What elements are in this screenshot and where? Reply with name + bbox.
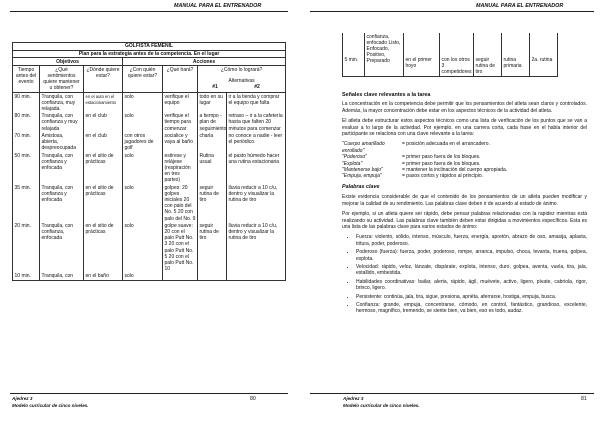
table-row: [343, 33, 558, 76]
cell-donde: en el baño: [84, 273, 123, 281]
cell-donde: en el sitio de prácticas: [84, 222, 123, 273]
cell-alt1: Rutina usual: [198, 152, 227, 184]
cell-alt2: el pasto húmedo hacer una rutina estacionaria: [227, 152, 286, 184]
cell-alt1: todo en su lugar: [198, 93, 227, 113]
footer-book: Ajedrez 3: [343, 396, 364, 401]
alternativas-label: [198, 74, 286, 93]
cell-alt1: [198, 273, 227, 281]
cell-alt2: lluvia reducir a 10 c/u, dentro y visualizar la rutina de tiro: [227, 222, 286, 273]
cell-alt2: no conoce a nadie - leer el periódico.: [227, 132, 286, 152]
cue-value: = primer paso fuera de los bloques.: [402, 154, 481, 161]
cell-alt1: charla: [198, 132, 227, 152]
cell-donde: en el primer hoyo: [404, 33, 440, 76]
group-acciones: Acciones: [123, 58, 286, 66]
cell-alt2: [227, 273, 286, 281]
table-row: [13, 152, 286, 184]
continuation-table: [342, 33, 558, 77]
section-heading: Señales clave relevantes a la tarea: [342, 92, 431, 98]
footer-rule: [10, 393, 288, 394]
cell-donde: en el club: [84, 113, 123, 133]
cell-alt1: seguir rutina de tiro: [198, 184, 227, 222]
cue-key: "Cuerpo amarillado enrollado": [342, 141, 385, 154]
col-donde: ¿Dónde quiere estar?: [84, 66, 123, 93]
header-rule: [10, 11, 288, 12]
table-title: GOLFISTA FEMENIL: [13, 43, 286, 51]
cell-quien: solo: [123, 152, 163, 184]
cue-item: [342, 173, 587, 179]
alternativas-numbers: [200, 84, 284, 90]
cell-quien: solo: [123, 273, 163, 281]
cell-donde: en el sitio de prácticas: [84, 152, 123, 184]
cell-tiempo: 90 min.: [13, 93, 40, 113]
cell-sentir: Tranquila, con confianza, enfocada: [40, 222, 84, 273]
golf-strategy-table: [12, 42, 286, 281]
list-item: • Velocidad: rápido, veloz, lánzate, dispárate, explota, intenso, duro, golpea, aventa, vuela, tira, jala, estallido, embestida.: [356, 264, 587, 277]
cell-tiempo: 50 min.: [13, 152, 40, 184]
cell-que: socialice y vaya al baño: [163, 132, 198, 152]
cell-sentir: Tranquila, con confianza, muy relajada.: [40, 93, 84, 113]
cell-tiempo: 70 min.: [13, 132, 40, 152]
table-row: [13, 273, 286, 281]
cue-key: "Explota": [342, 160, 363, 167]
table-row: [13, 222, 286, 273]
column-header-row: [13, 66, 286, 74]
cell-que: golpe suave: 20 con el palo Putt No. 3 20 con el palo Putt No. 5 20 con el palo Putt No. 10: [163, 222, 198, 273]
col-que-hara: ¿Qué hará?: [163, 66, 198, 93]
cell-tiempo: 5 min.: [343, 33, 365, 76]
cell-que: estirese y relájese (respiración en tres partes): [163, 152, 198, 184]
list-item: • Fuerza: violento, sólido, intenso, músculo, fuerza, energía, apretón, abrazo de oso, amasija, aplasta, tritura, poder, poderoso.: [356, 234, 587, 247]
cell-sentir: Tranquila, con confianza y muy relajada: [40, 113, 84, 133]
cell-tiempo: 35 min.: [13, 184, 40, 222]
group-objetivos: Objetivos: [13, 58, 123, 66]
cue-value: = posición adecuada en el arrancadero.: [402, 141, 490, 148]
cell-que: verifique el tiempo para comenzar: [163, 113, 198, 133]
subheading: Palabras clave: [342, 183, 380, 190]
cell-alt1: rutina primaria: [502, 33, 530, 76]
cell-quien: con otros jugadores de golf: [123, 132, 163, 152]
cell-alt2: 2a. rutina: [530, 33, 558, 76]
footer-book: Ajedrez 3: [12, 396, 33, 401]
cell-donde: en el club: [84, 132, 123, 152]
list-item: • Confianza: grande, empuja, concentrarse, cómodo, en control, fantástico, grandioso, excelente, hermoso, magnífico, tremendo, se siente bien, va bien, eso es todo, audaz.: [356, 302, 587, 315]
page-number: 81: [581, 396, 587, 402]
cue-value: = mantener la inclinación del cuerpo apropiada.: [402, 167, 508, 174]
cue-key: "Empuja, empuja": [342, 173, 382, 180]
paragraph: La concentración en la competencia debe permitir que los pensamientos del atleta sean claros y controlados. Además, la mayor concentración debe estar en los aspectos técnicos de la actividad del atleta.: [342, 101, 587, 114]
cell-quien: solo: [123, 222, 163, 273]
cell-tiempo: 20 min.: [13, 222, 40, 273]
paragraph: El atleta debe estructurar estos aspectos técnicos como una lista de verificación de los puntos que se van a evaluar a lo largo de la actividad. Por ejemplo, en una carrera corta, cada frase en el habla interior del participante se relaciona con una clave relevante a la tarea:: [342, 118, 587, 138]
cell-donde: en el auto en el estacionamiento: [84, 93, 123, 113]
cell-alt2: lluvia reducir a 10 c/u, dentro y visualizar la rutina de tiro: [227, 184, 286, 222]
cue-value: = primer paso fuera de los bloques.: [402, 160, 481, 167]
list-item: • Persistente: continúa, jala, tira, sigue, presiona, apriéta, aferrarse, hostiga, empuja, busca.: [356, 294, 587, 300]
cue-key: "Mantenerse bajo": [342, 167, 383, 174]
table-row: [13, 184, 286, 222]
running-header: MANUAL PARA EL ENTRENADOR: [476, 3, 564, 9]
list-item: • Poderoso (fuerza): fuerza, poder, poderoso, rompe, arranca, impulso, choca, levanta, truena, golpea, explota.: [356, 249, 587, 262]
alt-2-label: #2: [254, 84, 260, 91]
group-header-row: [13, 58, 286, 66]
cell-alt2: ir a la tienda y comprar el equipo que falta: [227, 93, 286, 113]
alt-1-label: #1: [212, 84, 218, 91]
col-quien: ¿Con quién quiere estar?: [123, 66, 163, 93]
cell-que: golpes: 20 golpes iniciales 20 con palo del No. 5 20 con palo del No. 9: [163, 184, 198, 222]
table-title-row: [13, 43, 286, 51]
col-como: ¿Cómo lo logrará?: [198, 66, 286, 74]
cell-quien: solo: [123, 93, 163, 113]
cell-alt1: a tiempo - plan de seguimiento: [199, 113, 227, 132]
footer-rule: [310, 393, 594, 394]
cell-donde: en el sitio de prácticas: [84, 184, 123, 222]
cell-alt2: retraso – ir a la cafetería hasta que falten 20 minutos para comenzar: [227, 113, 286, 133]
cell-sentir: Tranquila, con: [40, 273, 84, 281]
paragraph: Por ejemplo, si un atleta quiere ser rápido, debe pensar palabras relacionadas con la rapidez mientras está realizando su actividad. Las palabras clave también deben estar dirigidas a movimientos específicos. Esta es una lista de las palabras clave para varios estados de ánimo:: [342, 211, 587, 230]
cell-sentir: Amistosa, abierta, despreocupada: [40, 132, 84, 152]
table-row: [13, 132, 286, 152]
cell-sentir: confianza, enfocado Listo, Enfocado, Positivo, Preparado: [365, 33, 404, 76]
header-rule: [310, 11, 594, 12]
table-row: [13, 93, 286, 113]
alternativas-text: Alternativas: [228, 78, 255, 85]
cue-list: [342, 141, 587, 179]
table-row: [13, 113, 286, 133]
footer-subtitle: Modelo curricular de cinco niveles.: [12, 403, 89, 408]
list-item: • Habilidades coordinativas: bailar, alerta, rápido, ágil, muévete, activo, ligero, pívate, cabriola, rigor, brinco, ligero.: [356, 279, 587, 292]
table-subtitle-row: [13, 50, 286, 58]
cell-que: verifique el equipo: [163, 93, 198, 113]
cue-value: = pasos cortos y rápidos al principio.: [402, 173, 484, 180]
cell-que: seguir rutina de tiro: [474, 33, 502, 76]
running-header: MANUAL PARA EL ENTRENADOR: [174, 3, 262, 9]
col-sentimientos: ¿Qué sentimientos quiere mantener u obtener?: [40, 66, 84, 93]
table-subtitle: Plan para la estrategia antes de la competencia. En el lugar: [13, 50, 286, 58]
cell-quien: con los otros 3 competidores: [440, 33, 474, 76]
cell-sentir: Tranquila, con confianza y enfocada: [40, 184, 84, 222]
cell-tiempo: 80 min.: [13, 113, 40, 133]
right-page: [300, 0, 600, 424]
cue-item: [342, 141, 587, 154]
cell-quien: solo: [123, 113, 163, 133]
body-text: [342, 92, 587, 317]
keyword-list: [342, 234, 587, 314]
cell-sentir: Tranquila, con confianza y enfocada: [40, 152, 84, 184]
page-number: 80: [250, 396, 256, 402]
paragraph: Existe evidencia considerable de que el contenido de los pensamientos de un atleta pueden modificar y mejorar la calidad de su rendimiento. Las palabras clave deben ir de acuerdo al estado de ánimo.: [342, 194, 587, 207]
footer-subtitle: Modelo curricular de cinco niveles.: [343, 403, 420, 408]
cell-quien: solo: [123, 184, 163, 222]
cue-key: "Poderoso": [342, 154, 367, 161]
cell-tiempo: 10 min.: [13, 273, 40, 281]
col-tiempo: Tiempo antes del evento: [13, 66, 40, 93]
cell-que: [163, 273, 198, 281]
cell-alt1: seguir rutina de tiro: [198, 222, 227, 273]
